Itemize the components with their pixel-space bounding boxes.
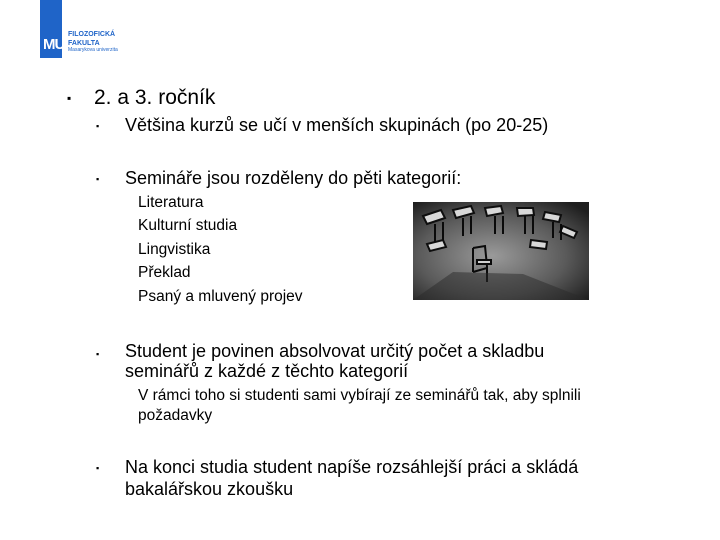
point-3-line-1: Student je povinen absolvovat určitý počet a skladbu bbox=[125, 341, 545, 361]
bullet-4: ▪ bbox=[96, 463, 100, 473]
category-item: Lingvistika bbox=[138, 241, 211, 258]
subnote-line-1: V rámci toho si studenti sami vybírají ze seminářů tak, aby splnili bbox=[138, 387, 581, 404]
bullet-1: ▪ bbox=[96, 121, 100, 131]
logo-line-3: Masarykova univerzita bbox=[68, 47, 118, 53]
category-item: Psaný a mluvený projev bbox=[138, 288, 303, 305]
logo-line-1: FILOZOFICKÁ bbox=[68, 31, 116, 38]
bullet-3: ▪ bbox=[96, 349, 100, 359]
category-item: Kulturní studia bbox=[138, 217, 238, 234]
slide-title: 2. a 3. ročník bbox=[94, 86, 216, 109]
point-4-line-1: Na konci studia student napíše rozsáhlejší práci a skládá bbox=[125, 457, 579, 477]
category-item: Překlad bbox=[138, 264, 191, 281]
logo-line-2: FAKULTA bbox=[68, 40, 100, 47]
category-item: Literatura bbox=[138, 194, 204, 211]
point-1: Většina kurzů se učí v menších skupinách (po 20-25) bbox=[125, 115, 549, 135]
logo-mark: MU bbox=[43, 36, 65, 53]
faculty-logo bbox=[40, 0, 160, 58]
logo-text bbox=[68, 30, 115, 48]
point-2: Semináře jsou rozděleny do pěti kategorií: bbox=[125, 168, 462, 188]
subnote-line-2: požadavky bbox=[138, 407, 213, 424]
title-bullet: ▪ bbox=[67, 91, 72, 105]
classroom-chairs-photo bbox=[413, 202, 589, 300]
bullet-2: ▪ bbox=[96, 174, 100, 184]
point-3-line-2: seminářů z každé z těchto kategorií bbox=[125, 361, 409, 381]
point-4-line-2: bakalářskou zkoušku bbox=[125, 479, 294, 499]
